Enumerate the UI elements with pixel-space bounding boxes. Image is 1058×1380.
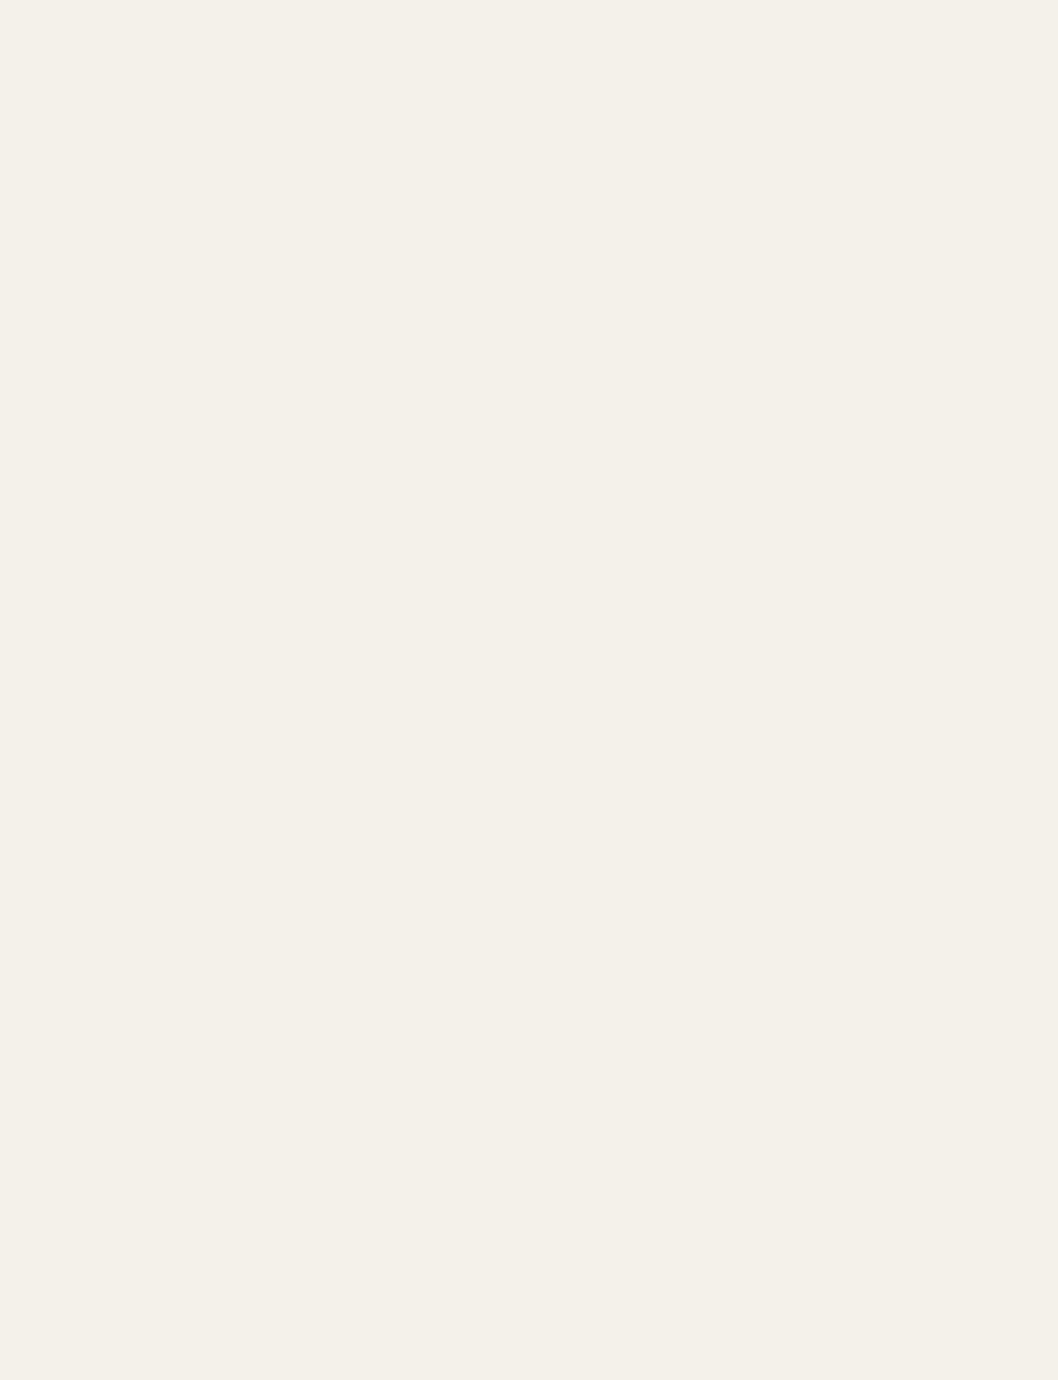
- record-grid: [0, 0, 1058, 1380]
